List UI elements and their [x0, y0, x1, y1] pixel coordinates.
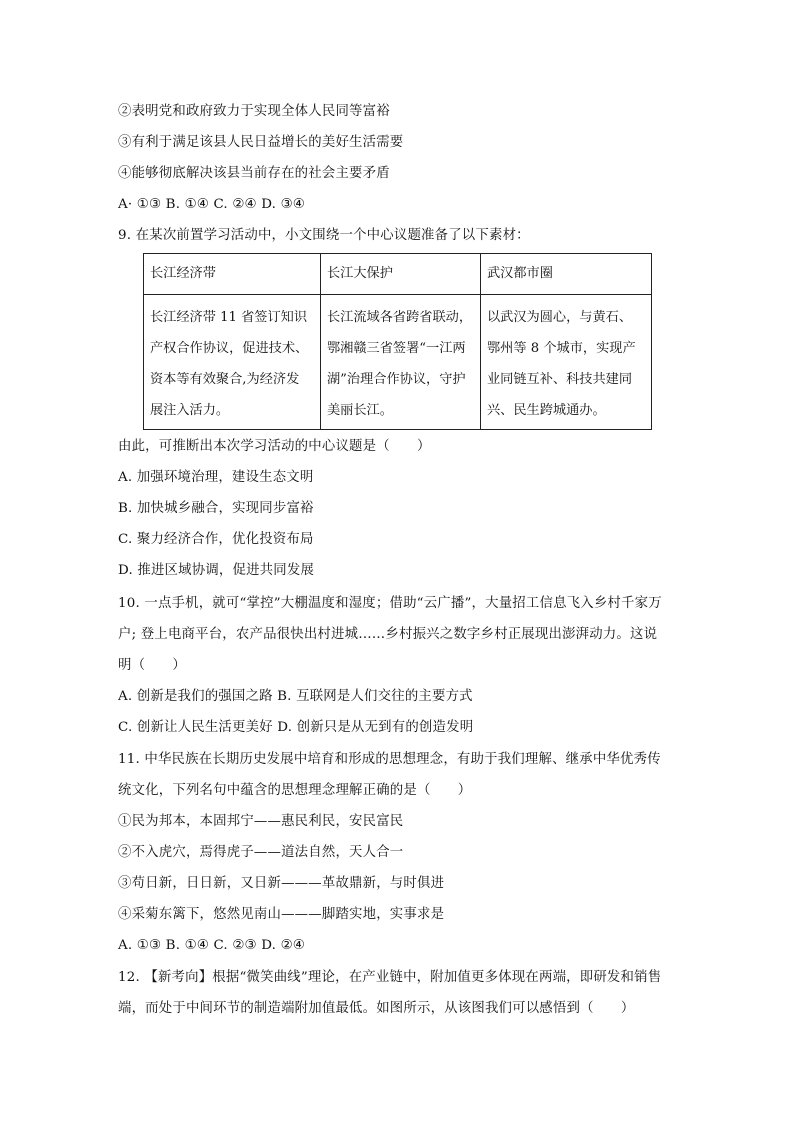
- q10-line-2: 户; 登上电商平台，农产品很快出村进城……乡村振兴之数字乡村正展现出澎湃动力。这说: [118, 627, 658, 642]
- q9-stem: 9. 在某次前置学习活动中，小文围绕一个中心议题准备了以下素材：: [118, 228, 530, 243]
- q8-option-4: ④能够彻底解决该县当前存在的社会主要矛盾: [118, 166, 390, 181]
- table-header-cell: 长江经济带: [144, 254, 321, 295]
- q10-choices-cd: C. 创新让人民生活更美好 D. 创新只是从无到有的创造发明: [118, 720, 474, 735]
- q9-option-d: D. 推进区域协调，促进共同发展: [118, 563, 315, 578]
- q11-option-3: ③苟日新，日日新，又日新———革故鼎新，与时俱进: [118, 876, 445, 891]
- q8-choices: A· ①③ B. ①④ C. ②④ D. ③④: [118, 197, 305, 212]
- table-row: [144, 295, 652, 430]
- q12-line-1: 12. 【新考向】根据“微笑曲线”理论，在产业链中，附加值更多体现在两端，即研发和销售: [118, 970, 662, 985]
- q9-question: 由此，可推断出本次学习活动的中心议题是（ ）: [118, 439, 431, 454]
- q11-option-4: ④采菊东篱下，悠然见南山———脚踏实地，实事求是: [118, 907, 445, 922]
- q11-option-1: ①民为邦本，本固邦宁——惠民利民，安民富民: [118, 814, 404, 829]
- q11-line-2: 统文化，下列名句中蕴含的思想理念理解正确的是（ ）: [118, 783, 472, 798]
- q12-line-2: 端，而处于中间环节的制造端附加值最低。如图所示，从该图我们可以感悟到（ ）: [118, 1001, 635, 1016]
- q10-line-1: 10. 一点手机，就可“掌控”大棚温度和湿度；借助“云广播”，大量招工信息飞入乡村千家万: [118, 596, 662, 611]
- q11-option-2: ②不入虎穴，焉得虎子——道法自然，天人合一: [118, 845, 404, 860]
- table-header-cell: 武汉都市圈: [481, 254, 652, 295]
- q11-line-1: 11. 中华民族在长期历史发展中培育和形成的思想理念，有助于我们理解、继承中华优秀传: [118, 752, 661, 767]
- table-cell: 以武汉为圆心，与黄石、 鄂州等 8 个城市，实现产 业同链互补、科技共建同 兴、民生跨城通办。: [481, 295, 652, 430]
- table-cell: 长江流域各省跨省联动， 鄂湘赣三省签署“一江两 湖”治理合作协议，守护 美丽长江。: [321, 295, 481, 430]
- q8-option-2: ②表明党和政府致力于实现全体人民同等富裕: [118, 104, 390, 119]
- q10-choices-ab: A. 创新是我们的强国之路 B. 互联网是人们交往的主要方式: [118, 689, 473, 704]
- q9-material-table: [143, 253, 652, 430]
- q9-option-a: A. 加强环境治理，建设生态文明: [118, 470, 314, 485]
- q8-option-3: ③有利于满足该县人民日益增长的美好生活需要: [118, 135, 404, 150]
- q9-option-b: B. 加快城乡融合，实现同步富裕: [118, 501, 314, 516]
- q11-choices: A. ①③ B. ①④ C. ②③ D. ②④: [118, 938, 305, 953]
- table-header-cell: 长江大保护: [321, 254, 481, 295]
- q9-option-c: C. 聚力经济合作，优化投资布局: [118, 532, 314, 547]
- q10-line-3: 明（ ）: [118, 658, 186, 673]
- table-cell: 长江经济带 11 省签订知识 产权合作协议，促进技术、 资本等有效聚合,为经济发 展注入活力。: [144, 295, 321, 430]
- table-header-row: [144, 254, 652, 295]
